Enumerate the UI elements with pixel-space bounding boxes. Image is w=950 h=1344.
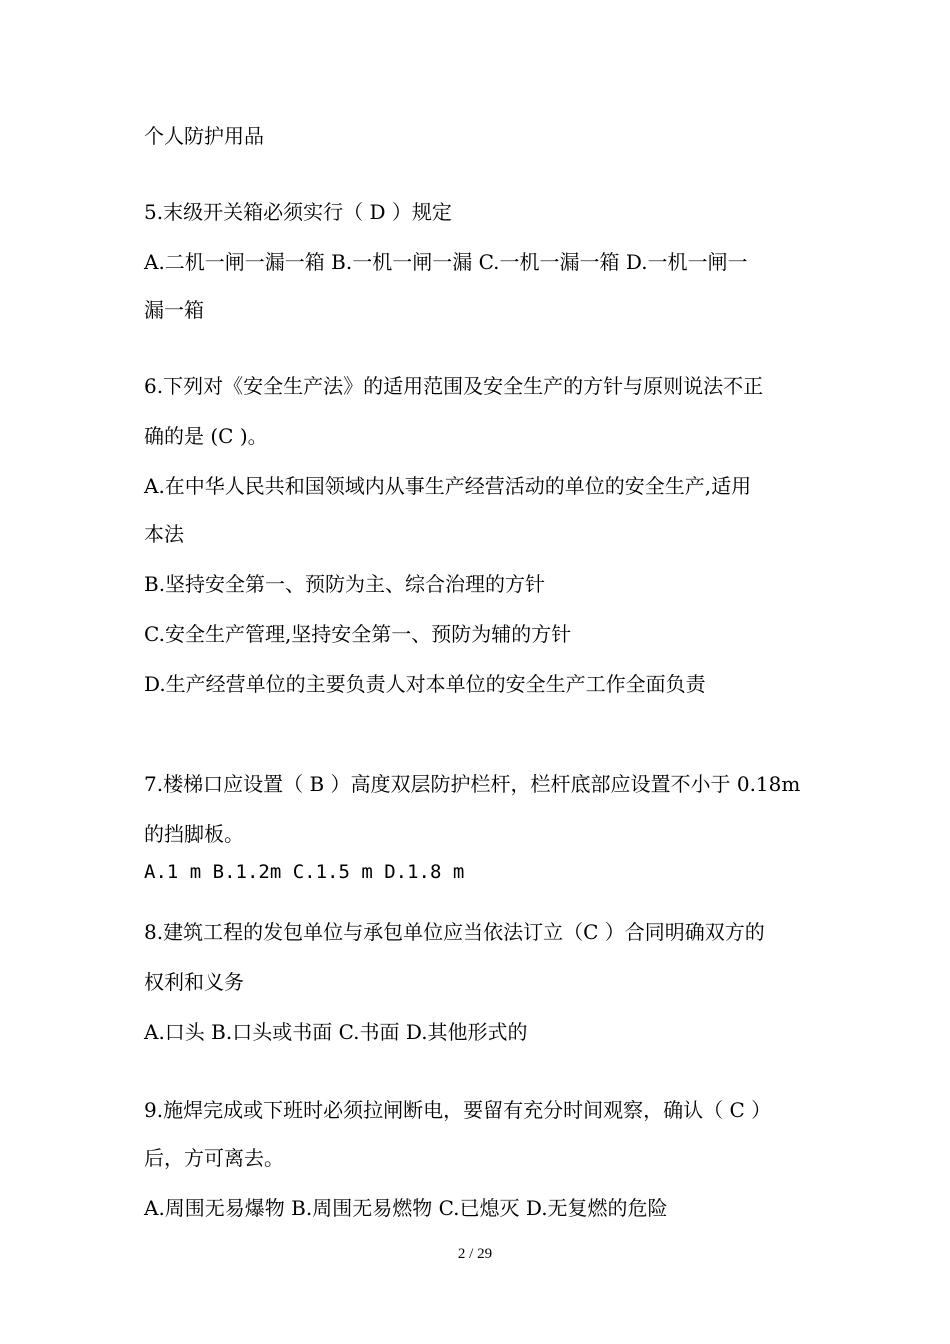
question-6-option-b: B.坚持安全第一、预防为主、综合治理的方针 [144, 572, 546, 596]
page-number: 2 / 29 [457, 1246, 493, 1262]
question-7-cont: 的挡脚板。 [144, 822, 244, 846]
question-7: 7.楼梯口应设置（ B ）高度双层防护栏杆，栏杆底部应设置不小于 0.18m [144, 772, 801, 796]
question-5-options-cont: 漏一箱 [144, 298, 204, 322]
question-9-cont: 后，方可离去。 [144, 1146, 284, 1170]
text-line-ppe: 个人防护用品 [144, 124, 264, 148]
question-9-options: A.周围无易爆物 B.周围无易燃物 C.已熄灭 D.无复燃的危险 [144, 1196, 668, 1220]
question-9: 9.施焊完成或下班时必须拉闸断电，要留有充分时间观察，确认（ C ） [144, 1098, 772, 1122]
question-6-option-a-cont: 本法 [144, 522, 184, 546]
question-8-cont: 权利和义务 [144, 970, 244, 994]
question-5: 5.末级开关箱必须实行（ D ）规定 [144, 200, 452, 224]
question-8: 8.建筑工程的发包单位与承包单位应当依法订立（C ）合同明确双方的 [144, 920, 765, 944]
question-6-option-d: D.生产经营单位的主要负责人对本单位的安全生产工作全面负责 [144, 672, 706, 696]
question-6: 6.下列对《安全生产法》的适用范围及安全生产的方针与原则说法不正 [144, 374, 764, 398]
question-7-options: A.1 m B.1.2m C.1.5 m D.1.8 m [144, 861, 465, 883]
question-6-cont: 确的是 (C )。 [144, 424, 268, 448]
question-8-options: A.口头 B.口头或书面 C.书面 D.其他形式的 [144, 1020, 528, 1044]
question-5-options: A.二机一闸一漏一箱 B.一机一闸一漏 C.一机一漏一箱 D.一机一闸一 [144, 250, 748, 274]
question-6-option-a: A.在中华人民共和国领域内从事生产经营活动的单位的安全生产,适用 [144, 474, 752, 498]
question-6-option-c: C.安全生产管理,坚持安全第一、预防为辅的方针 [144, 622, 572, 646]
